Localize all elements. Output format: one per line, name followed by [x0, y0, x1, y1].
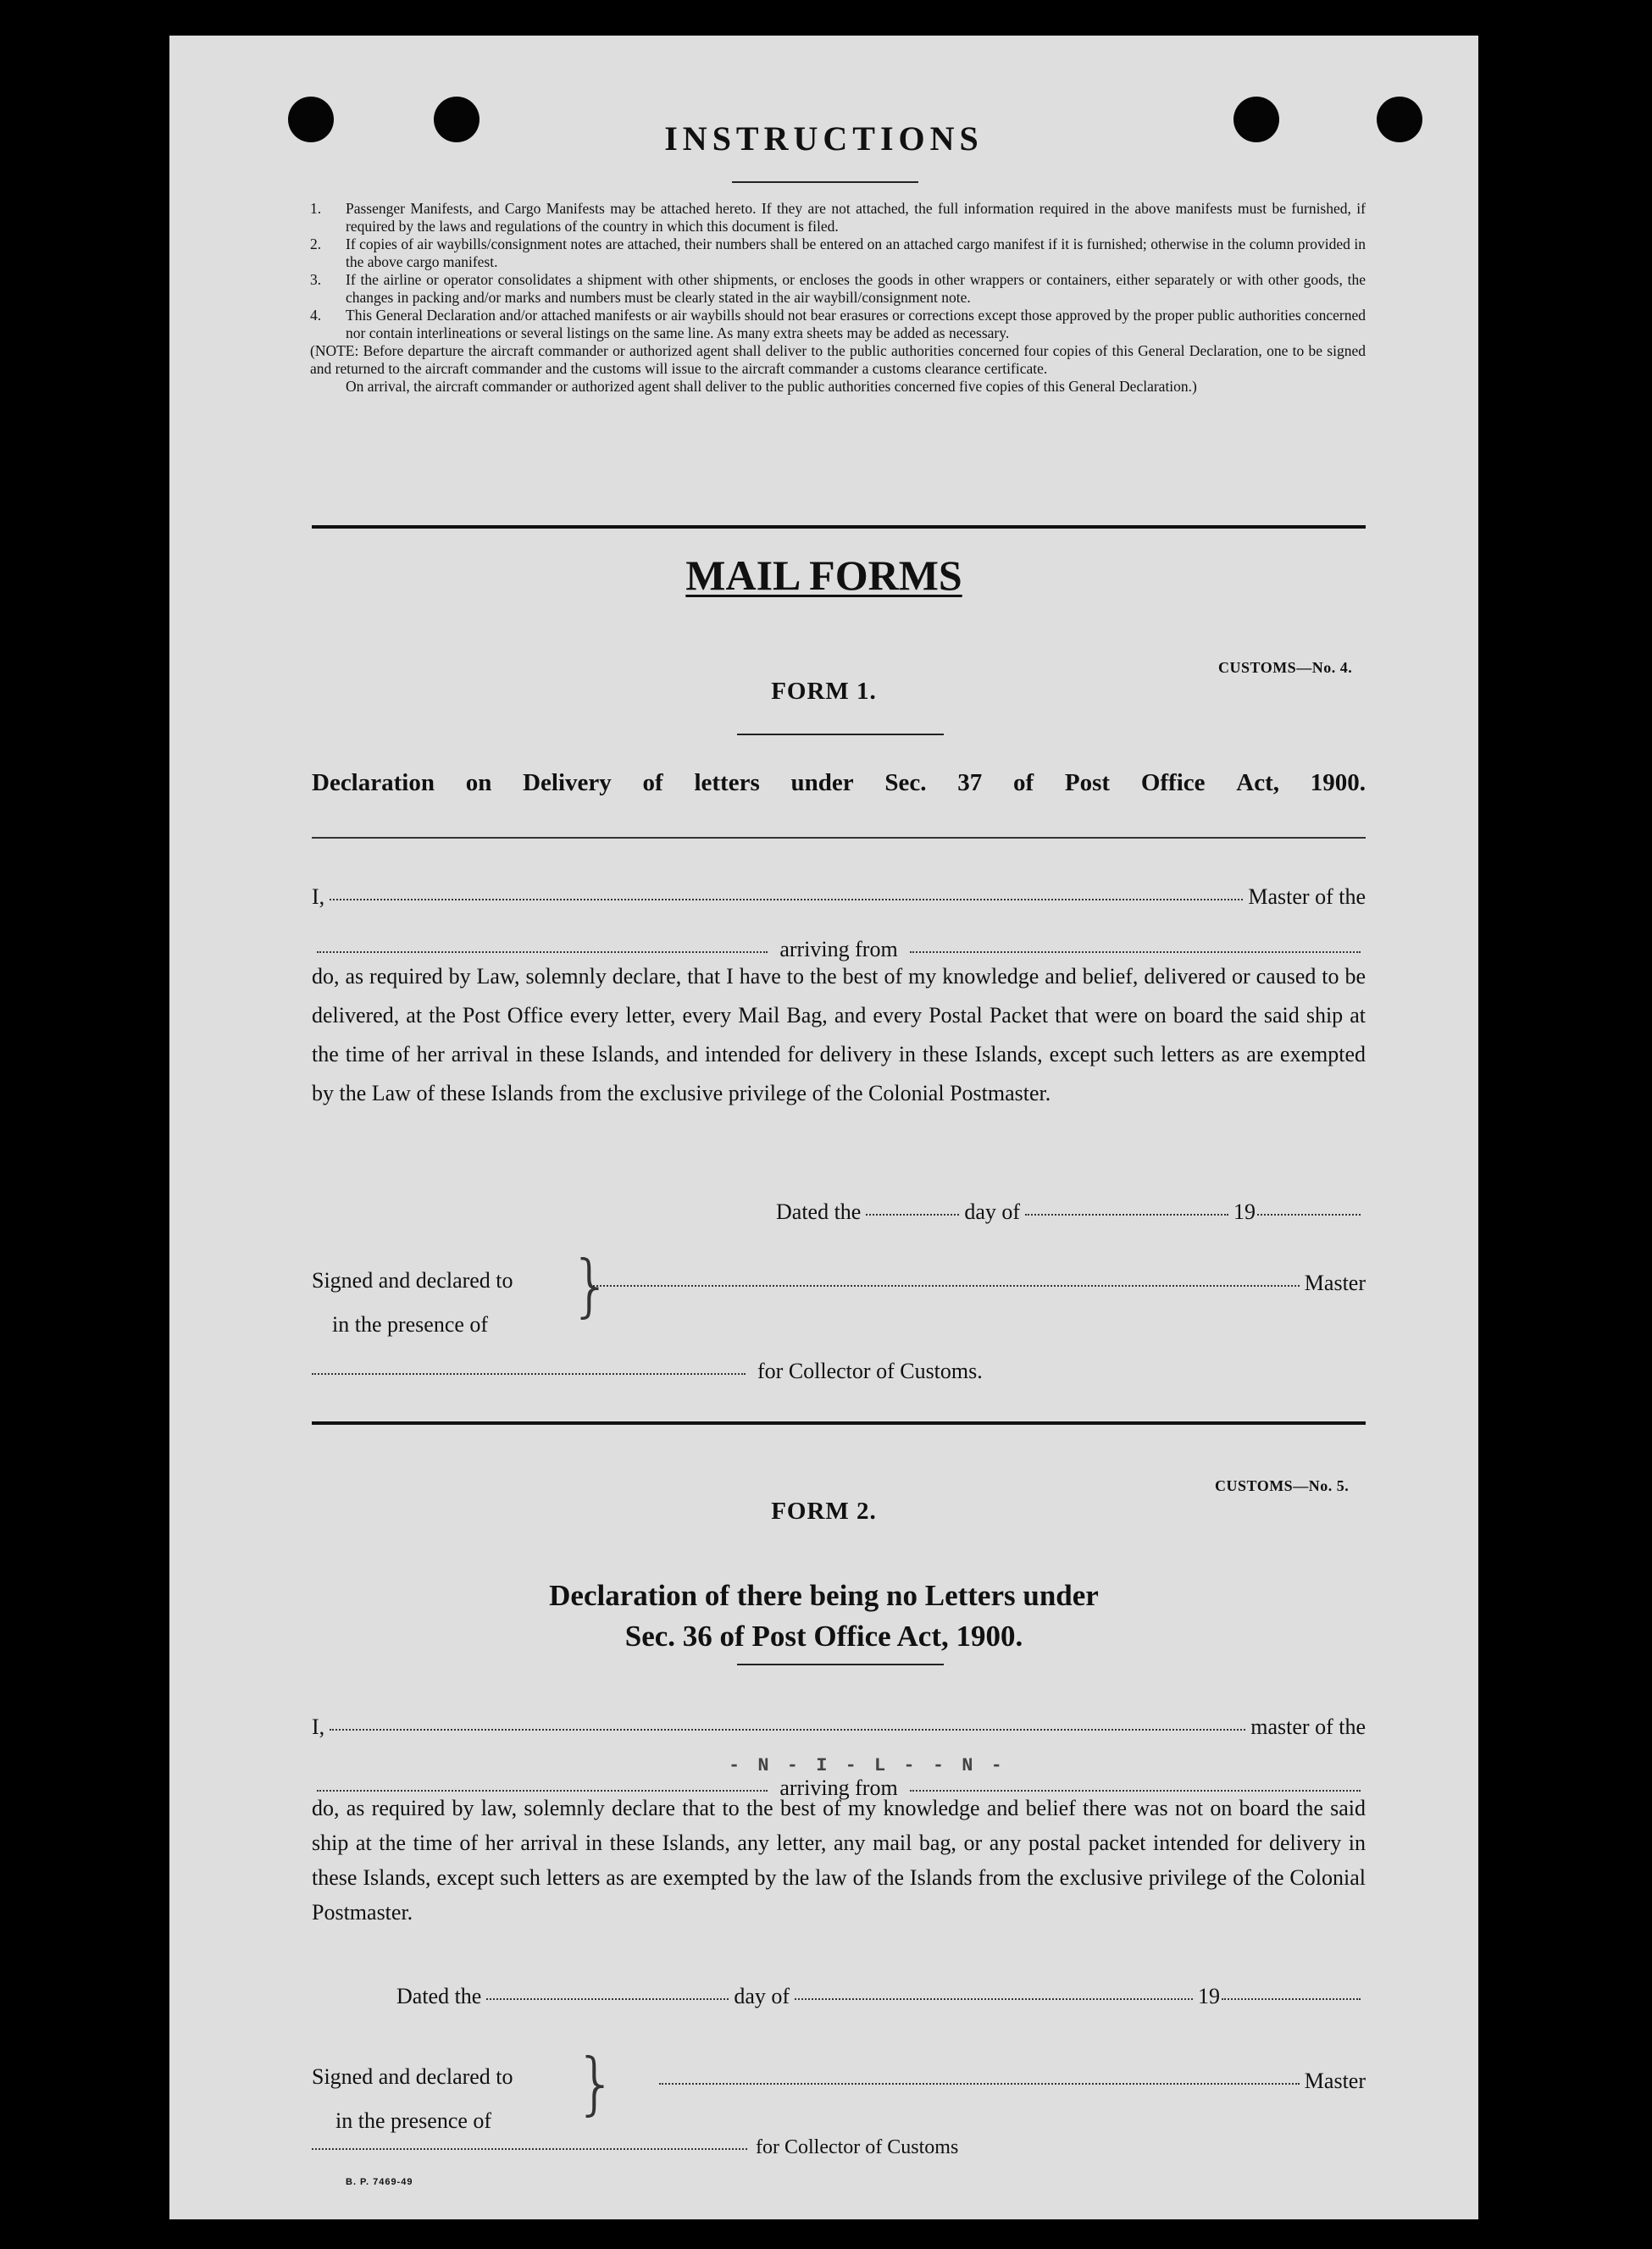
form2-signature-field[interactable]: [659, 2083, 1300, 2085]
print-code: B. P. 7469-49: [346, 2177, 413, 2187]
instructions-list: [310, 200, 1366, 396]
form1-signed-label: Signed and declared to in the presence of: [312, 1268, 513, 1337]
form1-body-text: do, as required by Law, solemnly declare, that I have to the best of my knowledge and belief, delivered or caused to be delivered, at the Post Office every letter, every Mail Bag, and every Postal Packet that were on board the said ship at the time of her arrival in these Islands, and intended for delivery in these Islands, except such letters as are exempted by the Law of these Islands from the exclusive privilege of the Colonial Postmaster.: [312, 964, 1366, 1105]
instructions-note: (NOTE: Before departure the aircraft commander or authorized agent shall deliver to the public authorities concerned four copies of this General Declaration, one to be signed and returned to the aircraft commander and the customs will issue to the aircraft commander a customs clearance certificate. On arrival, the aircraft commander or authorized agent shall deliver to the public authorities concerned five copies of this General Declaration.): [310, 342, 1366, 395]
form2-title: FORM 2.: [771, 1498, 877, 1525]
form1-date-month-field[interactable]: [1025, 1214, 1228, 1216]
form1-date-day-field[interactable]: [866, 1214, 959, 1216]
form1-declaration-heading: Declaration on Delivery of letters under Sec. 37 of Post Office Act, 1900.: [312, 769, 1366, 796]
form2-master-sign-line: Master: [654, 2069, 1366, 2094]
form1-signature-field[interactable]: [590, 1285, 1300, 1287]
document-page: [169, 36, 1478, 2219]
form1-date-year-field[interactable]: [1257, 1214, 1361, 1216]
form2-signed-label: Signed and declared to in the presence of: [312, 2064, 513, 2133]
instructions-underline: [732, 181, 918, 183]
form2-date-day-field[interactable]: [486, 1998, 729, 2000]
form1-dated-line: Dated the day of 19: [776, 1199, 1366, 1225]
form1-origin-field[interactable]: [910, 951, 1361, 953]
form2-heading-underline: [737, 1664, 944, 1665]
instructions-title: INSTRUCTIONS: [664, 119, 984, 158]
form1-master-sign-line: Master: [585, 1271, 1366, 1296]
section-divider-middle: [312, 1421, 1366, 1425]
section-divider-top: [312, 525, 1366, 529]
form1-name-field[interactable]: [330, 899, 1243, 900]
form2-customs-number: CUSTOMS—No. 5.: [1215, 1477, 1350, 1494]
form1-customs-number: CUSTOMS—No. 4.: [1218, 659, 1353, 676]
form2-date-year-field[interactable]: [1222, 1998, 1361, 2000]
instruction-item-2: 2. If copies of air waybills/consignment notes are attached, their numbers shall be entered on an attached cargo manifest if it is furnished; otherwise in the column provided in the above cargo manifest.: [310, 235, 1366, 270]
form1-heading-rule: [312, 837, 1366, 839]
form1-brace: }: [569, 1246, 613, 1325]
form1-title-underline: [737, 734, 944, 735]
form2-dated-line: Dated the day of 19: [396, 1984, 1366, 2009]
form2-date-month-field[interactable]: [795, 1998, 1193, 2000]
form2-master-line: I, master of the: [312, 1714, 1366, 1739]
form2-collector-line: for Collector of Customs: [312, 2136, 1057, 2159]
instruction-item-1: 1. Passenger Manifests, and Cargo Manifests may be attached hereto. If they are not attached, the full information required in the above manifests must be furnished, if required by the laws and regulations of the country in which this document is filed.: [310, 200, 1366, 235]
instruction-item-4: 4. This General Declaration and/or attached manifests or air waybills should not bear erasures or corrections except those approved by the proper public authorities concerned nor contain interlineations or several listings on the same line. As many extra sheets may be added as necessary.: [310, 307, 1366, 341]
mail-forms-title: MAIL FORMS: [685, 551, 962, 599]
form1-ship-field[interactable]: [317, 951, 768, 953]
form1-title: FORM 1.: [771, 678, 877, 705]
form2-brace: }: [574, 2044, 618, 2123]
form1-collector-line: for Collector of Customs.: [312, 1359, 1057, 1384]
form2-name-field[interactable]: [330, 1729, 1245, 1731]
form2-body-text: do, as required by law, solemnly declare that to the best of my knowledge and belief there was not on board the said ship at the time of her arrival in these Islands, any letter, any mail bag, or any postal packet intended for delivery in these Islands, except such letters as are exempted by the law of the Islands from the exclusive privilege of the Colonial Postmaster.: [312, 1796, 1366, 1925]
form2-collector-field[interactable]: [312, 2148, 747, 2150]
instruction-item-3: 3. If the airline or operator consolidates a shipment with other shipments, or encloses the goods in other wrappers or containers, either separately or with other goods, the changes in packing and/or marks and numbers must be clearly stated in the air waybill/consignment note.: [310, 271, 1366, 306]
form1-master-line: I, Master of the: [312, 884, 1366, 909]
form1-arriving-line: arriving from: [312, 937, 1366, 962]
form2-handwritten-nil: - N - I - L - - N -: [729, 1755, 1006, 1776]
form1-collector-field[interactable]: [312, 1373, 746, 1375]
form2-arriving-line: arriving from: [312, 1775, 1366, 1801]
form2-declaration-heading: Declaration of there being no Letters under Sec. 36 of Post Office Act, 1900.: [549, 1579, 1099, 1653]
